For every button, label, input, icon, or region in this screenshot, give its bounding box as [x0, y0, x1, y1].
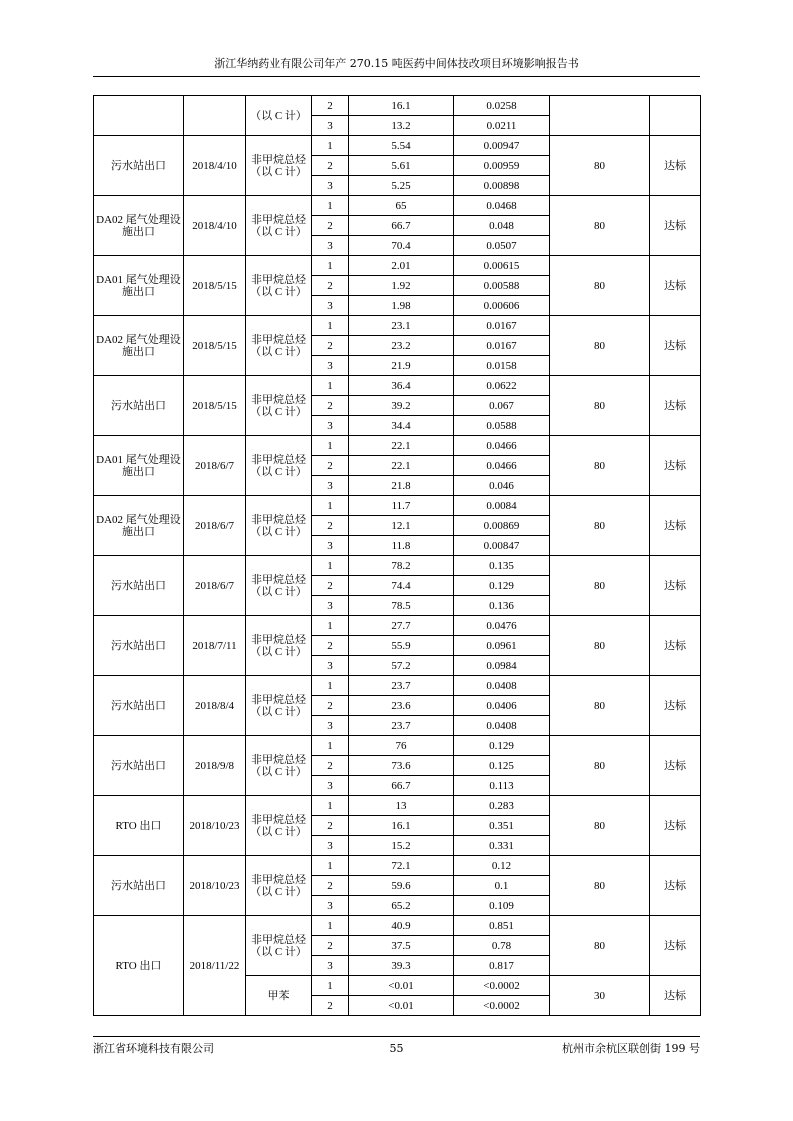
monitoring-date-cell: 2018/7/11 [184, 616, 246, 676]
table-row [94, 856, 701, 876]
emission-rate-cell: 0.331 [454, 836, 550, 856]
sample-no-cell: 1 [312, 556, 349, 576]
emission-rate-cell: 0.067 [454, 396, 550, 416]
concentration-cell: 5.61 [349, 156, 454, 176]
sample-no-cell: 1 [312, 916, 349, 936]
monitoring-date-cell: 2018/6/7 [184, 496, 246, 556]
pollutant-cell: 非甲烷总烃（以 C 计） [246, 916, 312, 976]
sample-no-cell: 3 [312, 356, 349, 376]
monitoring-date-cell: 2018/4/10 [184, 196, 246, 256]
page-header: 浙江华纳药业有限公司年产 270.15 吨医药中间体技改项目环境影响报告书 [214, 57, 579, 70]
footer-rule [93, 1036, 700, 1037]
monitoring-location-cell: 污水站出口 [94, 616, 184, 676]
table-row [94, 796, 701, 816]
sample-no-cell: 1 [312, 616, 349, 636]
concentration-cell: <0.01 [349, 996, 454, 1016]
emission-rate-cell: 0.0476 [454, 616, 550, 636]
monitoring-date-cell: 2018/11/22 [184, 916, 246, 1016]
concentration-cell: <0.01 [349, 976, 454, 996]
standard-limit-cell: 80 [550, 436, 650, 496]
sample-no-cell: 3 [312, 836, 349, 856]
sample-no-cell: 2 [312, 876, 349, 896]
concentration-cell: 57.2 [349, 656, 454, 676]
monitoring-location-cell: 污水站出口 [94, 856, 184, 916]
compliance-result-cell: 达标 [650, 556, 701, 616]
compliance-result-cell: 达标 [650, 496, 701, 556]
monitoring-date-cell: 2018/6/7 [184, 436, 246, 496]
sample-no-cell: 1 [312, 256, 349, 276]
concentration-cell: 73.6 [349, 756, 454, 776]
sample-no-cell: 1 [312, 736, 349, 756]
monitoring-location-cell: DA02 尾气处理设施出口 [94, 196, 184, 256]
emission-rate-cell: 0.0507 [454, 236, 550, 256]
concentration-cell: 21.9 [349, 356, 454, 376]
sample-no-cell: 2 [312, 276, 349, 296]
table-row [94, 556, 701, 576]
emission-rate-cell: 0.109 [454, 896, 550, 916]
pollutant-cell: （以 C 计） [246, 96, 312, 136]
table-row [94, 736, 701, 756]
emission-rate-cell: 0.136 [454, 596, 550, 616]
concentration-cell: 59.6 [349, 876, 454, 896]
monitoring-date-cell: 2018/4/10 [184, 136, 246, 196]
emission-rate-cell: 0.00847 [454, 536, 550, 556]
concentration-cell: 2.01 [349, 256, 454, 276]
emission-rate-cell: 0.0408 [454, 716, 550, 736]
emission-rate-cell: 0.0466 [454, 456, 550, 476]
emission-rate-cell: 0.00615 [454, 256, 550, 276]
sample-no-cell: 1 [312, 196, 349, 216]
emission-rate-cell: 0.851 [454, 916, 550, 936]
table-row [94, 496, 701, 516]
pollutant-cell: 非甲烷总烃（以 C 计） [246, 676, 312, 736]
emission-rate-cell: 0.0408 [454, 676, 550, 696]
compliance-result-cell: 达标 [650, 976, 701, 1016]
sample-no-cell: 1 [312, 796, 349, 816]
monitoring-date-cell: 2018/5/15 [184, 376, 246, 436]
concentration-cell: 76 [349, 736, 454, 756]
standard-limit-cell: 80 [550, 196, 650, 256]
emission-rate-cell: 0.048 [454, 216, 550, 236]
sample-no-cell: 2 [312, 156, 349, 176]
monitoring-location-cell: 污水站出口 [94, 676, 184, 736]
compliance-result-cell: 达标 [650, 376, 701, 436]
standard-limit-cell: 80 [550, 496, 650, 556]
sample-no-cell: 3 [312, 536, 349, 556]
concentration-cell: 70.4 [349, 236, 454, 256]
emission-rate-cell: 0.0211 [454, 116, 550, 136]
emission-rate-cell: 0.0961 [454, 636, 550, 656]
concentration-cell: 37.5 [349, 936, 454, 956]
concentration-cell: 22.1 [349, 436, 454, 456]
sample-no-cell: 2 [312, 696, 349, 716]
compliance-result-cell: 达标 [650, 916, 701, 976]
sample-no-cell: 2 [312, 516, 349, 536]
compliance-result-cell: 达标 [650, 196, 701, 256]
standard-limit-cell: 30 [550, 976, 650, 1016]
table-row [94, 136, 701, 156]
concentration-cell: 23.2 [349, 336, 454, 356]
footer-address: 杭州市余杭区联创街 199 号 [562, 1042, 700, 1055]
emission-rate-cell: 0.0167 [454, 336, 550, 356]
concentration-cell: 66.7 [349, 216, 454, 236]
compliance-result-cell: 达标 [650, 436, 701, 496]
sample-no-cell: 3 [312, 656, 349, 676]
sample-no-cell: 3 [312, 596, 349, 616]
emission-rate-cell: 0.00959 [454, 156, 550, 176]
table-row [94, 316, 701, 336]
concentration-cell: 72.1 [349, 856, 454, 876]
concentration-cell: 66.7 [349, 776, 454, 796]
sample-no-cell: 2 [312, 456, 349, 476]
concentration-cell: 11.8 [349, 536, 454, 556]
concentration-cell: 5.25 [349, 176, 454, 196]
emission-rate-cell: <0.0002 [454, 996, 550, 1016]
monitoring-location-cell: 污水站出口 [94, 736, 184, 796]
pollutant-cell: 非甲烷总烃（以 C 计） [246, 796, 312, 856]
emission-rate-cell: 0.00898 [454, 176, 550, 196]
concentration-cell: 23.7 [349, 676, 454, 696]
emission-rate-cell: 0.0158 [454, 356, 550, 376]
emission-rate-cell: 0.00606 [454, 296, 550, 316]
emission-rate-cell: 0.0084 [454, 496, 550, 516]
monitoring-date-cell: 2018/6/7 [184, 556, 246, 616]
concentration-cell: 65.2 [349, 896, 454, 916]
pollutant-cell: 非甲烷总烃（以 C 计） [246, 736, 312, 796]
sample-no-cell: 1 [312, 316, 349, 336]
emission-rate-cell: 0.12 [454, 856, 550, 876]
pollutant-cell: 非甲烷总烃（以 C 计） [246, 856, 312, 916]
emission-rate-cell: 0.0258 [454, 96, 550, 116]
concentration-cell: 36.4 [349, 376, 454, 396]
emission-rate-cell: 0.283 [454, 796, 550, 816]
compliance-result-cell: 达标 [650, 316, 701, 376]
emission-rate-cell: 0.113 [454, 776, 550, 796]
sample-no-cell: 2 [312, 936, 349, 956]
emission-rate-cell: 0.046 [454, 476, 550, 496]
emission-rate-cell: 0.0984 [454, 656, 550, 676]
pollutant-cell: 非甲烷总烃（以 C 计） [246, 436, 312, 496]
concentration-cell: 65 [349, 196, 454, 216]
emission-rate-cell: 0.0588 [454, 416, 550, 436]
emission-rate-cell: 0.0622 [454, 376, 550, 396]
pollutant-cell: 非甲烷总烃（以 C 计） [246, 256, 312, 316]
monitoring-location-cell: 污水站出口 [94, 376, 184, 436]
pollutant-cell: 非甲烷总烃（以 C 计） [246, 196, 312, 256]
concentration-cell: 12.1 [349, 516, 454, 536]
sample-no-cell: 3 [312, 476, 349, 496]
sample-no-cell: 3 [312, 116, 349, 136]
table-row [94, 256, 701, 276]
sample-no-cell: 3 [312, 236, 349, 256]
emission-rate-cell: 0.0466 [454, 436, 550, 456]
sample-no-cell: 1 [312, 976, 349, 996]
sample-no-cell: 3 [312, 176, 349, 196]
concentration-cell: 74.4 [349, 576, 454, 596]
pollutant-cell: 非甲烷总烃（以 C 计） [246, 556, 312, 616]
sample-no-cell: 1 [312, 376, 349, 396]
footer-company: 浙江省环境科技有限公司 [93, 1042, 214, 1055]
standard-limit-cell: 80 [550, 556, 650, 616]
emission-rate-cell: 0.00947 [454, 136, 550, 156]
concentration-cell: 23.1 [349, 316, 454, 336]
standard-limit-cell: 80 [550, 856, 650, 916]
concentration-cell: 1.98 [349, 296, 454, 316]
monitoring-date-cell: 2018/5/15 [184, 256, 246, 316]
emission-rate-cell: 0.0406 [454, 696, 550, 716]
sample-no-cell: 1 [312, 856, 349, 876]
compliance-result-cell: 达标 [650, 136, 701, 196]
pollutant-cell: 非甲烷总烃（以 C 计） [246, 616, 312, 676]
concentration-cell: 16.1 [349, 816, 454, 836]
sample-no-cell: 2 [312, 756, 349, 776]
table-row [94, 676, 701, 696]
emission-rate-cell: 0.125 [454, 756, 550, 776]
emission-rate-cell: 0.135 [454, 556, 550, 576]
emission-monitoring-table [93, 95, 701, 1016]
emission-rate-cell: 0.817 [454, 956, 550, 976]
concentration-cell: 23.6 [349, 696, 454, 716]
table-row [94, 376, 701, 396]
monitoring-date-cell: 2018/8/4 [184, 676, 246, 736]
monitoring-date-cell: 2018/9/8 [184, 736, 246, 796]
table-row [94, 96, 701, 116]
table-row [94, 616, 701, 636]
emission-rate-cell: 0.0468 [454, 196, 550, 216]
compliance-result-cell: 达标 [650, 676, 701, 736]
concentration-cell: 13.2 [349, 116, 454, 136]
standard-limit-cell: 80 [550, 676, 650, 736]
table-row [94, 916, 701, 936]
compliance-result-cell: 达标 [650, 256, 701, 316]
standard-limit-cell: 80 [550, 256, 650, 316]
standard-limit-cell: 80 [550, 136, 650, 196]
sample-no-cell: 1 [312, 676, 349, 696]
concentration-cell: 15.2 [349, 836, 454, 856]
pollutant-cell: 甲苯 [246, 976, 312, 1016]
monitoring-location-cell: 污水站出口 [94, 556, 184, 616]
sample-no-cell: 2 [312, 816, 349, 836]
sample-no-cell: 2 [312, 216, 349, 236]
standard-limit-cell: 80 [550, 916, 650, 976]
header-rule [93, 76, 700, 77]
standard-limit-cell: 80 [550, 736, 650, 796]
emission-rate-cell: 0.78 [454, 936, 550, 956]
concentration-cell: 13 [349, 796, 454, 816]
standard-limit-cell: 80 [550, 316, 650, 376]
concentration-cell: 40.9 [349, 916, 454, 936]
sample-no-cell: 3 [312, 956, 349, 976]
compliance-result-cell: 达标 [650, 856, 701, 916]
pollutant-cell: 非甲烷总烃（以 C 计） [246, 136, 312, 196]
concentration-cell: 78.5 [349, 596, 454, 616]
monitoring-location-cell: DA01 尾气处理设施出口 [94, 436, 184, 496]
concentration-cell: 23.7 [349, 716, 454, 736]
concentration-cell: 78.2 [349, 556, 454, 576]
sample-no-cell: 2 [312, 336, 349, 356]
monitoring-date-cell: 2018/5/15 [184, 316, 246, 376]
monitoring-location-cell: DA02 尾气处理设施出口 [94, 316, 184, 376]
emission-rate-cell: 0.00588 [454, 276, 550, 296]
compliance-result-cell: 达标 [650, 616, 701, 676]
monitoring-date-cell: 2018/10/23 [184, 796, 246, 856]
standard-limit-cell: 80 [550, 616, 650, 676]
sample-no-cell: 3 [312, 776, 349, 796]
concentration-cell: 16.1 [349, 96, 454, 116]
concentration-cell: 34.4 [349, 416, 454, 436]
pollutant-cell: 非甲烷总烃（以 C 计） [246, 496, 312, 556]
concentration-cell: 39.3 [349, 956, 454, 976]
emission-rate-cell: 0.351 [454, 816, 550, 836]
emission-rate-cell: <0.0002 [454, 976, 550, 996]
concentration-cell: 39.2 [349, 396, 454, 416]
table-row [94, 436, 701, 456]
concentration-cell: 22.1 [349, 456, 454, 476]
standard-limit-cell [550, 96, 650, 136]
compliance-result-cell: 达标 [650, 736, 701, 796]
concentration-cell: 5.54 [349, 136, 454, 156]
monitoring-date-cell: 2018/10/23 [184, 856, 246, 916]
sample-no-cell: 2 [312, 96, 349, 116]
concentration-cell: 11.7 [349, 496, 454, 516]
compliance-result-cell: 达标 [650, 796, 701, 856]
monitoring-location-cell: RTO 出口 [94, 796, 184, 856]
table-row [94, 196, 701, 216]
emission-rate-cell: 0.0167 [454, 316, 550, 336]
emission-rate-cell: 0.1 [454, 876, 550, 896]
emission-rate-cell: 0.00869 [454, 516, 550, 536]
pollutant-cell: 非甲烷总烃（以 C 计） [246, 376, 312, 436]
sample-no-cell: 2 [312, 636, 349, 656]
pollutant-cell: 非甲烷总烃（以 C 计） [246, 316, 312, 376]
concentration-cell: 21.8 [349, 476, 454, 496]
concentration-cell: 55.9 [349, 636, 454, 656]
sample-no-cell: 3 [312, 416, 349, 436]
monitoring-location-cell: 污水站出口 [94, 136, 184, 196]
sample-no-cell: 1 [312, 496, 349, 516]
sample-no-cell: 3 [312, 896, 349, 916]
sample-no-cell: 3 [312, 296, 349, 316]
standard-limit-cell: 80 [550, 376, 650, 436]
standard-limit-cell: 80 [550, 796, 650, 856]
sample-no-cell: 2 [312, 576, 349, 596]
monitoring-date-cell [184, 96, 246, 136]
compliance-result-cell [650, 96, 701, 136]
monitoring-location-cell: RTO 出口 [94, 916, 184, 1016]
monitoring-location-cell: DA01 尾气处理设施出口 [94, 256, 184, 316]
sample-no-cell: 1 [312, 136, 349, 156]
emission-rate-cell: 0.129 [454, 736, 550, 756]
monitoring-location-cell: DA02 尾气处理设施出口 [94, 496, 184, 556]
page-number: 55 [389, 1042, 404, 1055]
concentration-cell: 27.7 [349, 616, 454, 636]
sample-no-cell: 3 [312, 716, 349, 736]
emission-rate-cell: 0.129 [454, 576, 550, 596]
sample-no-cell: 1 [312, 436, 349, 456]
sample-no-cell: 2 [312, 996, 349, 1016]
sample-no-cell: 2 [312, 396, 349, 416]
concentration-cell: 1.92 [349, 276, 454, 296]
monitoring-location-cell [94, 96, 184, 136]
